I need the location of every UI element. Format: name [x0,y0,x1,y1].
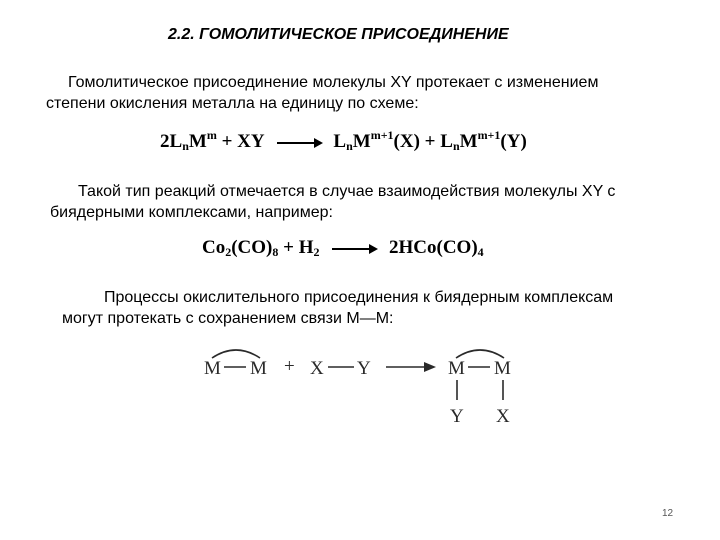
paragraph-1-line-1: Гомолитическое присоединение молекулы XY протекает с изменением [68,74,599,91]
eq1-y-part: (Y) [500,131,527,152]
equation-cobalt [202,237,484,260]
mm-bond-arc [212,350,260,358]
eq1-plus-xy: + XY [221,131,264,152]
eq2-sub-2: 2 [225,245,232,259]
scheme-m-left-2: M [250,358,267,379]
paragraph-2-line-1: Такой тип реакций отмечается в случае взаимодействия молекулы XY с [78,183,616,200]
paragraph-1-line-2: степени окисления металла на единицу по схеме: [46,95,419,112]
eq1-metal-3: M [459,131,478,152]
scheme-plus: + [284,356,295,377]
eq1-sup-m: m [206,128,217,142]
scheme-m-right-2: M [494,358,511,379]
eq1-sub-n-2: n [346,139,353,153]
eq2-sub-4: 4 [477,245,484,259]
bond-scheme [200,338,530,438]
scheme-m-right-1: M [448,358,465,379]
eq1-metal-2: M [352,131,371,152]
eq1-x-part: (X) + [393,131,436,152]
eq2-hydrogen: H [298,237,314,258]
eq2-sub-8: 8 [272,245,279,259]
scheme-y: Y [357,358,371,379]
equation-homolytic [160,128,527,154]
paragraph-3-line-1: Процессы окислительного присоединения к биядерным комплексам [104,289,614,306]
eq2-co-group: (CO) [231,237,273,258]
paragraph-3-line-2: могут протекать с сохранением связи M—M: [62,310,394,327]
reaction-arrow-icon-2 [332,248,376,250]
page-title: 2.2. ГОМОЛИТИЧЕСКОЕ ПРИСОЕДИНЕНИЕ [168,26,509,43]
scheme-y-bottom: Y [450,406,464,427]
eq1-coef: 2L [160,131,183,152]
eq2-sub-h2: 2 [313,245,320,259]
scheme-m-left-1: M [204,358,221,379]
eq1-sub-n-3: n [452,139,460,153]
eq1-sub-n: n [182,139,189,153]
eq2-cobalt: Co [202,237,226,258]
eq1-sup-m1-b: m+1 [477,128,501,142]
eq2-product: 2HCo(CO) [389,237,478,258]
eq1-sup-m1-a: m+1 [370,128,394,142]
paragraph-2-line-2: биядерными комплексами, например: [50,204,333,221]
mm-right-bond-arc [456,350,504,358]
eq2-plus: + [283,237,294,258]
eq1-metal: M [188,131,207,152]
eq1-ligand-2: L [333,131,347,152]
scheme-x-bottom: X [496,406,510,427]
page-number: 12 [662,508,674,519]
reaction-arrow-icon [277,142,321,144]
scheme-x: X [310,358,324,379]
scheme-arrow-head-icon [424,362,436,372]
eq1-ligand-3: L [440,131,453,152]
